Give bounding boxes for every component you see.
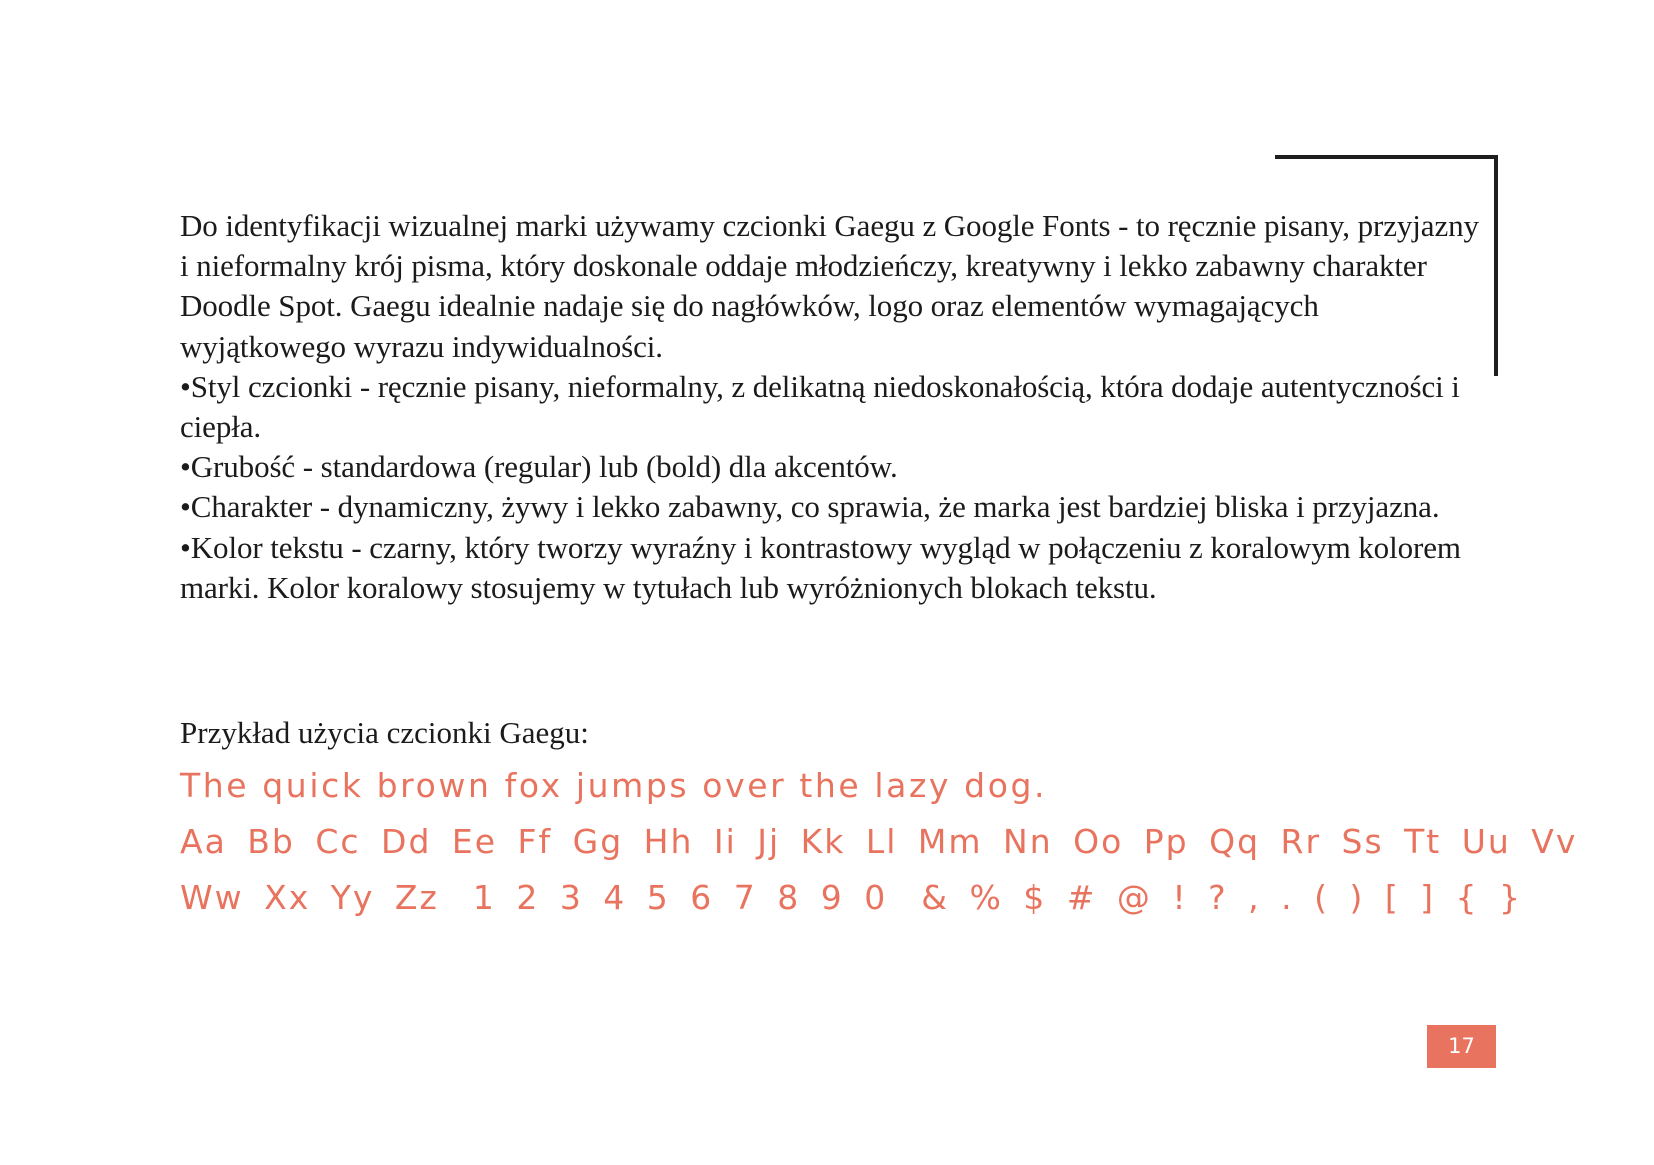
font-sample-pangram: The quick brown fox jumps over the lazy dog. [180,766,1048,805]
font-sample-symbols: & % $ # @ ! ? , . ( ) [ ] { } [921,878,1523,917]
corner-frame-top [1275,155,1498,159]
font-sample-alphabet-end: Ww Xx Yy Zz [180,878,439,917]
bullet-color: •Kolor tekstu - czarny, który tworzy wyraźny i kontrastowy wygląd w połączeniu z koralowym kolorem marki. Kolor koralowy stosujemy w tytułach lub wyróżnionych blokach tekstu. [180,529,1461,605]
body-text [180,206,1480,608]
font-sample-digits: 1 2 3 4 5 6 7 8 9 0 [472,878,888,917]
font-sample-alphabet: Aa Bb Cc Dd Ee Ff Gg Hh Ii Jj Kk Ll Mm Nn Oo Pp Qq Rr Ss Tt Uu Vv [180,822,1578,861]
bullet-weight: •Grubość - standardowa (regular) lub (bold) dla akcentów. [180,449,898,485]
corner-frame-right [1494,155,1498,376]
font-sample-characters [180,878,1522,917]
bullet-style: •Styl czcionki - ręcznie pisany, nieformalny, z delikatną niedoskonałością, która dodaje autentyczności i ciepła. [180,368,1460,445]
intro-paragraph: Do identyfikacji wizualnej marki używamy czcionki Gaegu z Google Fonts - to ręcznie pisany, przyjazny i nieformalny krój pisma, który doskonale oddaje młodzieńczy, kreatywny i lekko zabawny charakter Doodle Spot. Gaegu idealnie nadaje się do nagłówków, logo oraz elementów wymagających wyjątkowego wyrazu indywidualności. [180,208,1479,364]
page-number: 17 [1427,1025,1496,1068]
bullet-character: •Charakter - dynamiczny, żywy i lekko zabawny, co sprawia, że marka jest bardziej bliska i przyjazna. [180,489,1440,525]
example-label: Przykład użycia czcionki Gaegu: [180,715,589,750]
